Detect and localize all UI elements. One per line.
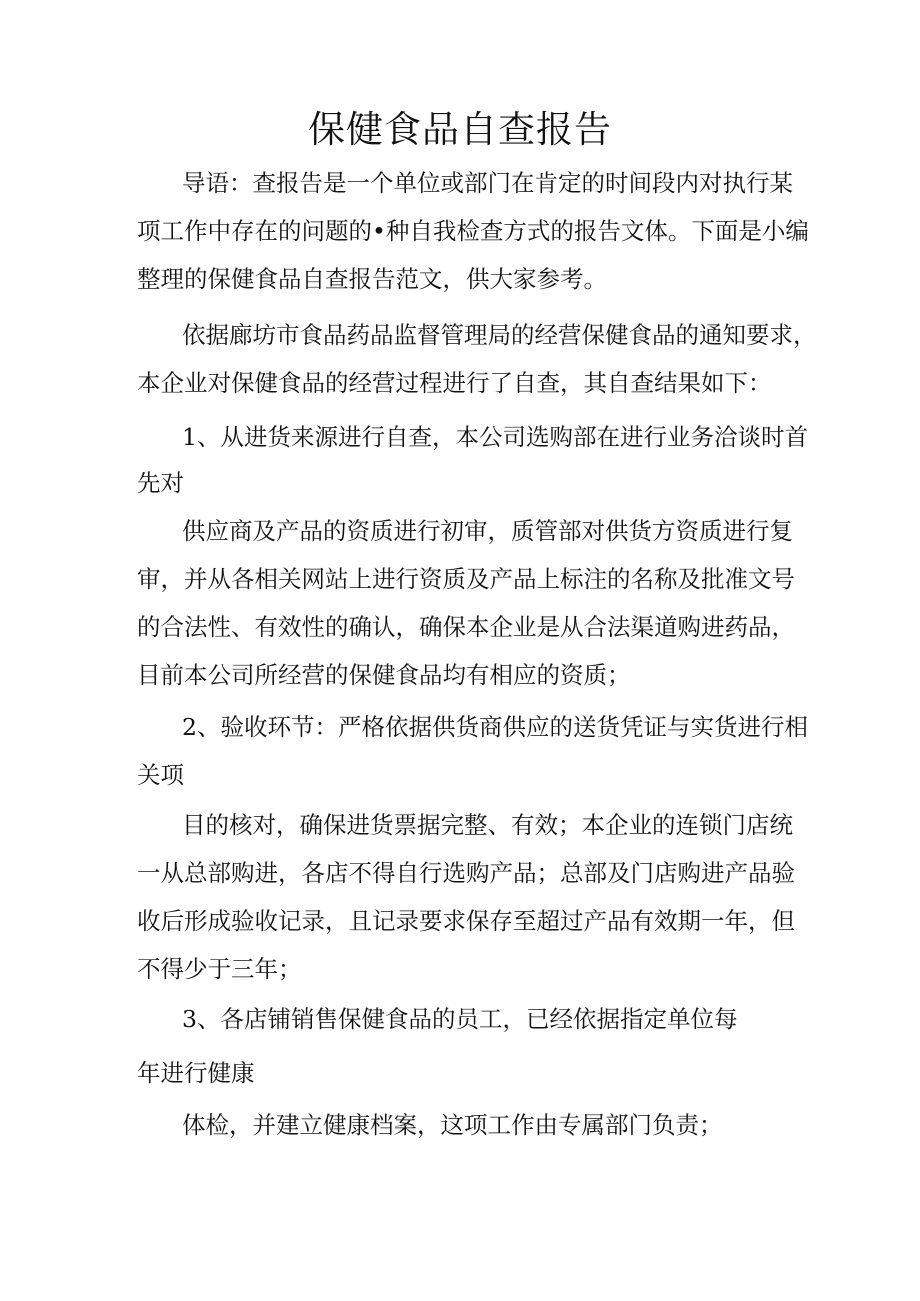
body-line-20: 体检，并建立健康档案，这项工作由专属部门负责； <box>182 1111 723 1139</box>
body-line-13: 关项 <box>137 761 184 789</box>
body-line-8: 供应商及产品的资质进行初审，质管部对供货方资质进行复 <box>182 517 793 545</box>
body-line-17: 不得少于三年； <box>137 955 302 983</box>
body-line-19: 年进行健康 <box>137 1059 255 1087</box>
body-line-11: 目前本公司所经营的保健食品均有相应的资质； <box>137 661 631 689</box>
body-line-12: 2、验收环节：严格依据供货商供应的送货凭证与实货进行相 <box>182 713 808 741</box>
body-line-5: 本企业对保健食品的经营过程进行了自查，其自查结果如下： <box>137 369 772 397</box>
document-title: 保健食品自查报告 <box>308 108 612 151</box>
body-line-14: 目的核对，确保进货票据完整、有效；本企业的连锁门店统 <box>182 811 793 839</box>
body-line-2: 项工作中存在的问题的•种自我检查方式的报告文体。下面是小编 <box>137 217 809 245</box>
body-line-4: 依据廊坊市食品药品监督管理局的经营保健食品的通知要求， <box>182 321 817 349</box>
body-line-15: 一从总部购进，各店不得自行选购产品；总部及门店购进产品验 <box>137 859 795 887</box>
body-line-3: 整理的保健食品自查报告范文，供大家参考。 <box>137 265 607 293</box>
body-line-18: 3、各店铺销售保健食品的员工，已经依据指定单位每 <box>182 1005 738 1033</box>
body-line-7: 先对 <box>137 469 184 497</box>
body-line-9: 审，并从各相关网站上进行资质及产品上标注的名称及批准文号 <box>137 565 795 593</box>
body-line-1: 导语：查报告是一个单位或部门在肯定的时间段内对执行某 <box>182 169 793 197</box>
body-line-6: 1、从进货来源进行自查，本公司选购部在进行业务洽谈时首 <box>182 423 808 451</box>
body-line-16: 收后形成验收记录，且记录要求保存至超过产品有效期一年，但 <box>137 907 795 935</box>
body-line-10: 的合法性、有效性的确认，确保本企业是从合法渠道购进药品， <box>137 613 795 641</box>
